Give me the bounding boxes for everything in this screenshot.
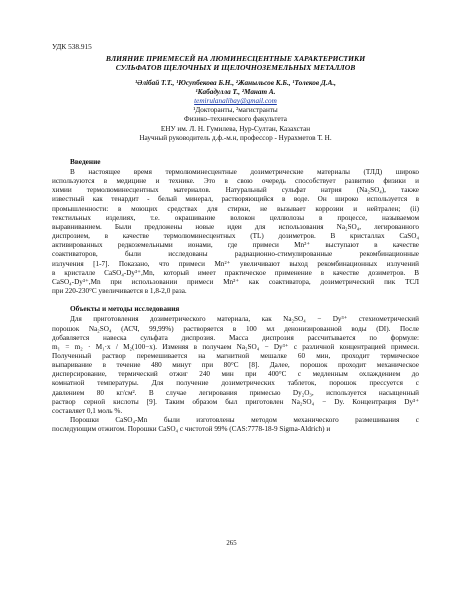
- affiliation-line: Научный руководитель д.ф.-м.н, профессор - Нурахметов Т. Н.: [139, 133, 332, 142]
- page-number: 265: [226, 540, 237, 547]
- text-line: Для приготовления дозиметрического материала, как Na₂SO₄ − Dy³⁺ стехиометрический: [70, 315, 419, 324]
- text-line: комнатной температуры. Для получение дозиметрических таблеток, порошок прессуется с: [52, 379, 419, 388]
- text-line: составляет 0,1 моль %.: [52, 406, 123, 415]
- section-heading-introduction: Введение: [70, 156, 101, 166]
- text-line: m₁ = m₂ · M₁·x / M₂(100−x). Изменяя в получаем Na₂SO₄ − Dy³⁺ с различной концентрацией примеси.: [52, 342, 419, 351]
- text-line: Порошки CaSO₄-Mn были изготовлены методом механического размешивания с: [70, 416, 419, 425]
- text-line: давлением 80 кг/см². В случае легирования примесью Dy₂O₃, используется насыщенный: [52, 388, 419, 397]
- text-line: используются в медицине и технике. Это в свою очередь способствует развитию физики и: [52, 177, 419, 186]
- affiliation-line: ЕНУ им. Л. Н. Гумилева, Нур-Султан, Казахстан: [160, 124, 311, 133]
- text-line: активированных редкоземельными ионами, где примеси Mn²⁺ выступают в качестве: [52, 241, 419, 250]
- affiliation-line: ¹Докторанты, ²магистранты: [193, 106, 278, 115]
- title-line: ВЛИЯНИЕ ПРИЕМЕСЕЙ НА ЛЮМИНЕСЦЕНТНЫЕ ХАРАКТЕРИСТИКИ: [105, 54, 366, 64]
- text-line: CaSO₄-Dy³⁺,Mn при использовании примеси Mn²⁺ как соактиватора, дозиметрический пик ТСЛ: [52, 277, 419, 286]
- text-line: известный как тенардит - белый минерал, растворяющийся в воде. Он широко используется в: [52, 195, 419, 204]
- authors-line: ¹Кабадулла Т., ²Манат А.: [195, 87, 276, 96]
- udk-code: УДК 538.915: [52, 42, 92, 51]
- text-line: добавляется навеска сульфата диспрозия. Масса диспрозия рассчитывается по формуле:: [52, 333, 419, 342]
- section-heading-methods: Объекты и методы исследования: [70, 304, 180, 314]
- text-line: последующим отжигом. Порошки CaSO₄ с чистотой 99% (CAS:7778-18-9 Sigma-Aldrich) и: [52, 425, 331, 434]
- author-email-link[interactable]: temirulanalibay@gmail.com: [194, 97, 277, 106]
- text-line: выпаривание в течение 480 минут при 80°C [8]. Далее, порошок проходит механическое: [52, 361, 419, 370]
- title-line: СУЛЬФАТОВ ЩЕЛОЧНЫХ И ЩЕЛОЧНОЗЕМЕЛЬНЫХ МЕТАЛЛОВ: [115, 63, 356, 73]
- text-line: выравниванием. Были предложены новые идеи для использования Na₂SO₄, легированного: [52, 222, 419, 231]
- text-line: при 220-230°C увеличивается в 1,8-2,0 раза.: [52, 287, 187, 296]
- authors-line: ¹Әлібай Т.Т., ¹Юсупбекова Б.Н., ²Жаныльсов К.Б., ¹Толеков Д.А.,: [135, 78, 336, 87]
- text-line: Полученный раствор перемешивается на магнитной мешалке 60 мин, проходит термическое: [52, 351, 419, 360]
- section-methods-body: [52, 315, 419, 434]
- text-line: текстильных изделиях, т.е. окрашивание волокон целлюлозы в процессе, называемом: [52, 213, 419, 222]
- text-line: порошок Na₂SO₄ (АСЧ, 99,99%) растворяется в 100 мл денонизированной воды (DI). После: [52, 324, 419, 333]
- text-line: дисперсирование, термический отжиг 240 мин при 400°C с медленным охлаждением до: [52, 370, 419, 379]
- affiliation: [52, 106, 419, 143]
- text-line: излучения [1-7]. Показано, что примеси Mn²⁺ увеличивают выход рекомбинационных излучений: [52, 259, 419, 268]
- text-line: промышленности: в моющих средствах для стирки, не вызывает коррозии и нейтрален; (ii): [52, 204, 419, 213]
- text-line: соактиваторов, были исследованы радиационно-стимулированные рекомбинационные: [52, 250, 419, 259]
- text-line: В настоящее время термолюминесцентные дозиметрические материалы (ТЛД) широко: [70, 168, 419, 176]
- text-line: раствор серной кислоты [9]. Таким образом был приготовлен Na₂SO₄ − Dy. Концентрация Dy³⁺: [52, 397, 419, 406]
- section-introduction-body: [52, 168, 419, 296]
- text-line: химии термолюминесцентных материалов. Натуральный сульфат натрия (Na₂SO₄), также: [52, 186, 419, 195]
- authors: [52, 79, 419, 97]
- text-line: диспрозием, в качестве термолюминесцентных (TL) дозиметров. В кристаллах CaSO₄: [52, 232, 419, 241]
- paper-title: [52, 54, 419, 73]
- affiliation-line: Физико–технического факультета: [184, 115, 287, 124]
- text-line: в кристалле CaSO₄-Dy³⁺,Mn, который имеет практическое применение в качестве дозиметров. В: [52, 268, 419, 277]
